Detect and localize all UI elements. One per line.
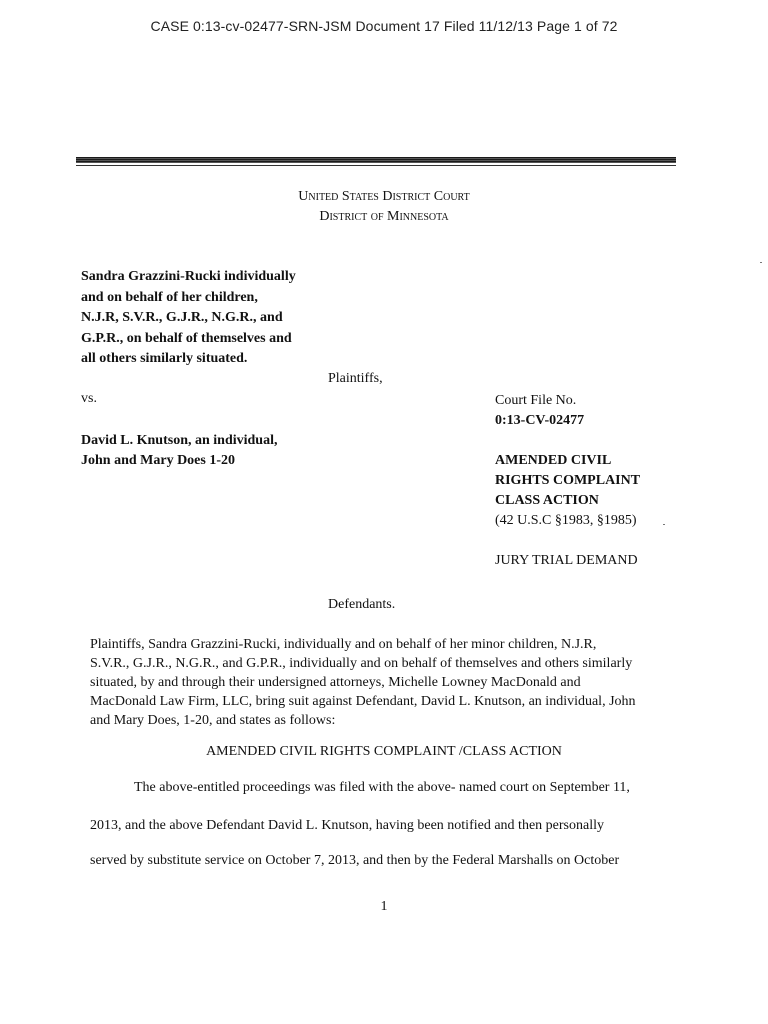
case-info-block <box>495 391 640 571</box>
plaintiff-line: N.J.R, S.V.R., G.J.R., N.G.R., and <box>81 310 283 325</box>
document-title-line: RIGHTS COMPLAINT <box>495 473 641 488</box>
intro-line: and Mary Does, 1-20, and states as follows: <box>90 713 336 728</box>
plaintiff-line: Sandra Grazzini-Rucki individually <box>81 269 296 284</box>
intro-line: Plaintiffs, Sandra Grazzini-Rucki, individually and on behalf of her minor children, N.J.R, <box>90 637 597 652</box>
page-number: 1 <box>380 899 388 914</box>
plaintiff-caption <box>81 267 341 370</box>
case-header-stamp: CASE 0:13-cv-02477-SRN-JSM Document 17 Filed 11/12/13 Page 1 of 72 <box>150 18 618 34</box>
versus-label: vs. <box>81 391 97 406</box>
defendant-caption <box>81 431 277 471</box>
intro-line: S.V.R., G.J.R., N.G.R., and G.P.R., individually and on behalf of themselves and others similarly <box>90 656 633 671</box>
scan-speck <box>760 262 762 263</box>
intro-line: MacDonald Law Firm, LLC, bring suit against Defendant, David L. Knutson, an individual, John <box>90 694 636 709</box>
plaintiff-line: G.P.R., on behalf of themselves and <box>81 330 292 346</box>
court-file-label: Court File No. <box>495 393 577 408</box>
body-line: 2013, and the above Defendant David L. Knutson, having been notified and then personally <box>90 818 604 833</box>
body-line: served by substitute service on October 7, 2013, and then by the Federal Marshalls on October <box>90 853 620 868</box>
title-rule-underline <box>76 165 676 166</box>
court-heading <box>0 187 768 227</box>
intro-paragraph <box>90 635 686 730</box>
section-title: AMENDED CIVIL RIGHTS COMPLAINT /CLASS ACTION <box>206 744 562 759</box>
court-name: United States District Court <box>298 189 470 204</box>
jury-demand: JURY TRIAL DEMAND <box>495 553 638 568</box>
body-line: The above-entitled proceedings was filed with the above- named court on September 11, <box>134 780 630 795</box>
court-district: District of Minnesota <box>319 209 449 224</box>
intro-line: situated, by and through their undersigned attorneys, Michelle Lowney MacDonald and <box>90 675 581 690</box>
defendant-line: David L. Knutson, an individual, <box>81 433 278 448</box>
court-file-number: 0:13-CV-02477 <box>495 413 585 428</box>
document-title-line: CLASS ACTION <box>495 493 599 508</box>
plaintiff-line: all others similarly situated. <box>81 351 248 366</box>
plaintiff-line: and on behalf of her children, <box>81 289 258 305</box>
defendants-label: Defendants. <box>328 597 396 612</box>
scan-speck <box>663 524 665 525</box>
defendant-line: John and Mary Does 1-20 <box>81 453 236 468</box>
title-rule <box>76 157 676 163</box>
plaintiffs-label: Plaintiffs, <box>328 371 383 386</box>
statute-reference: (42 U.S.C §1983, §1985) <box>495 513 637 528</box>
document-title-line: AMENDED CIVIL <box>495 453 612 468</box>
